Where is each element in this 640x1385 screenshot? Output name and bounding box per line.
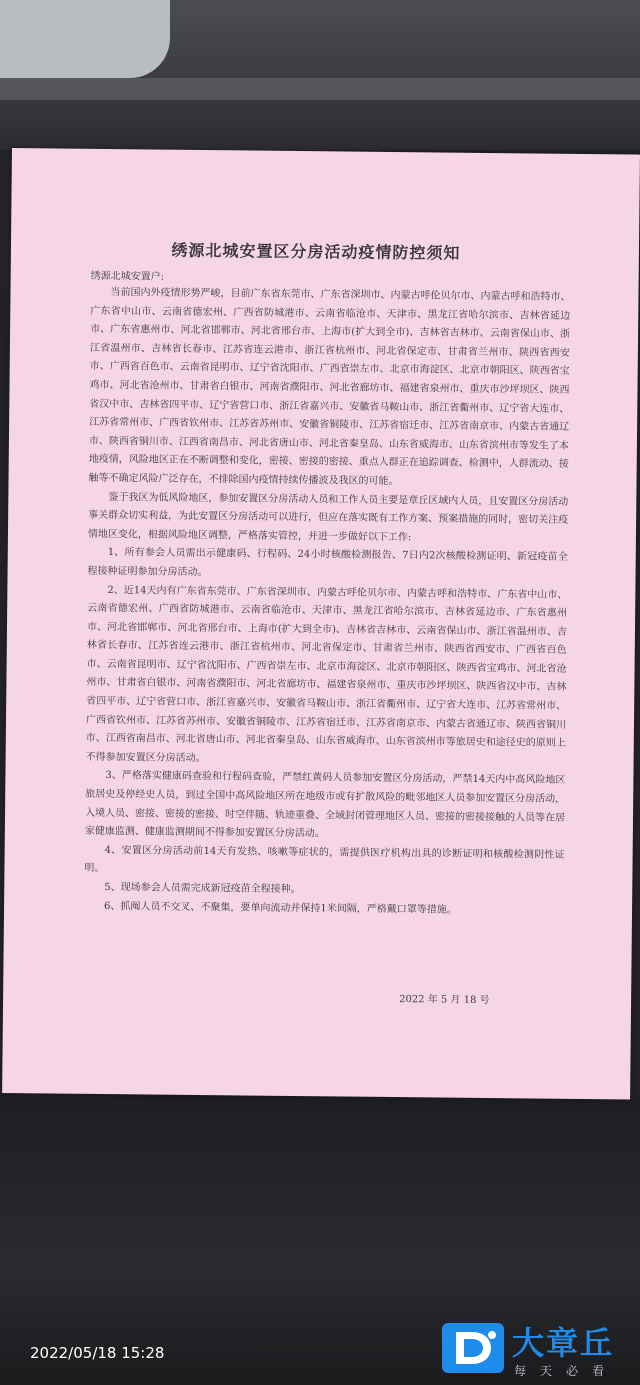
document-title: 绣源北城安置区分房活动疫情防控须知	[171, 240, 461, 263]
d-letter-logo-icon	[442, 1323, 504, 1373]
paragraph-item-2: 2、近14天内有广东省东莞市、广东省深圳市、内蒙古呼伦贝尔市、内蒙古呼和浩特市、广东省中山市、云南省德宏州、广西省防城港市、云南省临沧市、天津市、黑龙江省哈尔滨市、吉林省延边市、广东省惠州市、河北省邯郸市、河北省邢台市、上海市(扩大到全市)、吉林省吉林市、云南省保山市、浙江省温州市、吉林省长春市、江苏省连云港市、浙江省杭州市、河北省保定市、甘肃省兰州市、陕西省西安市、广西省百色市、云南省昆明市、辽宁省沈阳市、广西省崇左市、北京市海淀区、北京市朝阳区、陕西省宝鸡市、河北省沧州市、甘肃省白银市、河南省濮阳市、河北省廊坊市、福建省泉州市、重庆市沙坪坝区、陕西省汉中市、吉林省四平市、辽宁省营口市、浙江省嘉兴市、安徽省马鞍山市、浙江省衢州市、辽宁省大连市、江苏省常州市、广西省钦州市、江苏省苏州市、安徽省铜陵市、江苏省宿迁市、江苏省南京市、内蒙古省通辽市、陕西省铜川市、江西省南昌市、河北省唐山市、河北省秦皇岛、山东省威海市、山东省滨州市等旅居史和途径史的原则上不得参加安置区分房活动。	[85, 584, 568, 764]
watermark-slogan: 每天必看	[514, 1364, 619, 1378]
document-greeting: 绣源北城安置户:	[90, 270, 165, 283]
paragraph-item-4: 4、安置区分房活动前14天有发热、咳嗽等症状的，需提供医疗机构出具的诊断证明和核酸检测阴性证明。	[84, 844, 565, 875]
document-date: 2022 年 5 月 18 号	[399, 994, 490, 1007]
background-ledge	[0, 78, 640, 100]
watermark-brand-name: 大章丘	[512, 1324, 615, 1362]
background-wall	[0, 0, 640, 150]
background-window-frame	[0, 0, 170, 78]
paragraph-item-1: 1、所有参会人员需出示健康码、行程码、24小时核酸检测报告、7日内2次核酸检测证明、新冠疫苗全程接种证明参加分房活动。	[87, 547, 568, 578]
paragraph-item-3: 3、严格落实健康码查验和行程码查验，严禁红黄码人员参加安置区分房活动，严禁14天内中高风险地区旅居史及停经史人员，到过全国中高风险地区所在地级市或有扩散风险的毗邻地区人员参加安置区分房活动，入境人员、密接、密接的密接、时空伴随、轨迹重叠、全域封闭管理地区人员、密接的密接接触的人员等在居家健康监测、健康监测期间不得参加安置区分房活动。	[84, 770, 566, 840]
paragraph-intro: 当前国内外疫情形势严峻，目前广东省东莞市、广东省深圳市、内蒙古呼伦贝尔市、内蒙古呼和浩特市、广东省中山市、云南省德宏州、广西省防城港市、云南省临沧市、天津市、黑龙江省哈尔滨市、吉林省延边市、广东省惠州市、河北省邯郸市、河北省邢台市、上海市(扩大到全市)、吉林省吉林市、云南省保山市、浙江省温州市、吉林省长春市、江苏省连云港市、浙江省杭州市、河北省保定市、甘肃省兰州市、陕西省西安市、广西省百色市、云南省昆明市、辽宁省沈阳市、广西省崇左市、北京市海淀区、北京市朝阳区、陕西省宝鸡市、河北省沧州市、甘肃省白银市、河南省濮阳市、河北省廊坊市、福建省泉州市、重庆市沙坪坝区、陕西省汉中市、吉林省四平市、辽宁省营口市、浙江省嘉兴市、安徽省马鞍山市、浙江省衢州市、辽宁省大连市、江苏省常州市、广西省钦州市、江苏省苏州市、安徽省铜陵市、江苏省宿迁市、江苏省南京市、内蒙古省通辽市、陕西省铜川市、江西省南昌市、河北省唐山市、河北省秦皇岛、山东省威海市、山东省滨州市等发生了本地疫情，风险地区正在不断调整和变化，密接、密接的密接、重点人群正在追踪调查、检测中，人群流动、接触等不确定风险广泛存在，不排除国内疫情持续传播波及我区的可能。	[88, 287, 571, 488]
paragraph-context: 鉴于我区为低风险地区，参加安置区分房活动人员和工作人员主要是章丘区域内人员，且安置区分房活动事关群众切实利益，为此安置区分房活动可以进行，但应在落实既有工作方案、预案措施的同时，密切关注疫情地区变化，根据风险地区调整，严格落实管控，并进一步做好以下工作:	[87, 491, 569, 543]
paragraph-item-6: 6、抓阄人员不交叉、不聚集，要单向流动并保持1米间隔，严格戴口罩等措施。	[104, 900, 457, 916]
notice-paper	[2, 148, 640, 1100]
photo-timestamp: 2022/05/18 15:28	[30, 1344, 165, 1362]
document-body	[84, 284, 571, 921]
paragraph-item-5: 5、现场参会人员需完成新冠疫苗全程接种。	[104, 882, 301, 896]
